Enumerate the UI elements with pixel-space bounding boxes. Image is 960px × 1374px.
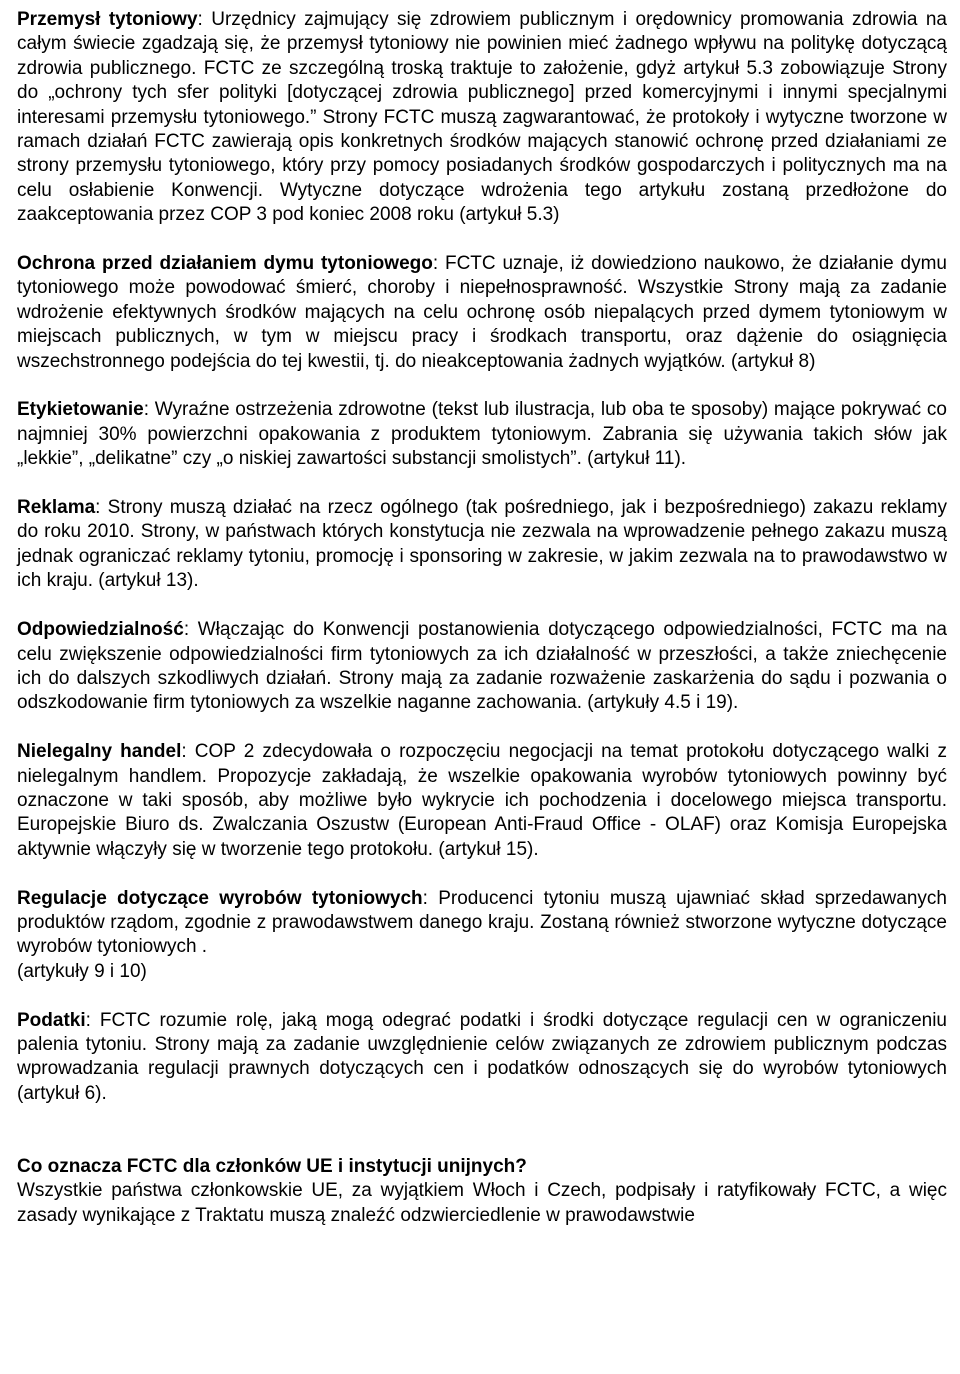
section-heading: Odpowiedzialność	[17, 619, 184, 641]
section-tobacco-industry	[17, 8, 947, 228]
section-text: : Wyraźne ostrzeżenia zdrowotne (tekst lub ilustracja, lub oba te sposoby) mające pokrywać co najmniej 30% powierzchni opakowania z produktem tytoniowym. Zabrania się używania takich słów jak „lekkie”, „delikatne” czy „o niskiej zawartości substancji smolistych”. (artykuł 11).	[17, 399, 947, 470]
section-text: : FCTC uznaje, iż dowiedziono naukowo, że działanie dymu tytoniowego może powodować śmierć, choroby i niepełnosprawność. Wszystkie Strony mają za zadanie wdrożenie efektywnych środków mających na celu ochronę osób niepalących przed dymem tytoniowym w miejscach publicznych, w tym w miejscu pracy i środkach transportu, oraz dążenie do osiągnięcia wszechstronnego podejścia do tej kwestii, tj. do nieakceptowania żadnych wyjątków. (artykuł 8)	[17, 253, 947, 372]
section-text: : Urzędnicy zajmujący się zdrowiem publicznym i orędownicy promowania zdrowia na całym świecie zgadzają się, że przemysł tytoniowy nie powinien mieć żadnego wpływu na politykę dotyczącą zdrowia publicznego. FCTC ze szczególną troską traktuje to założenie, gdyż artykuł 5.3 zobowiązuje Strony do „ochrony tych sfer polityki [dotyczącej zdrowia publicznego] przed komercyjnymi i innymi specjalnymi interesami przemysłu tytoniowego.” Strony FCTC muszą zagwarantować, że protokoły i wytyczne tworzone w ramach działań FCTC zawierają opis konkretnych środków mających stanowić ochronę przed działaniami ze strony przemysłu tytoniowego, który przy pomocy posiadanych środków gospodarczych i politycznych ma na celu osłabienie Konwencji. Wytyczne dotyczące wdrożenia tego artykułu zostaną przedłożone do zaakceptowania przez COP 3 pod koniec 2008 roku (artykuł 5.3)	[17, 9, 947, 226]
section-text: : Producenci tytoniu muszą ujawniać skład sprzedawanych produktów rządom, zgodnie z prawodawstwem danego kraju. Zostaną również stworzone wytyczne dotyczące wyrobów tytoniowych .	[17, 887, 947, 958]
section-labelling	[17, 398, 947, 471]
section-product-regulation-ref: (artykuły 9 i 10)	[17, 960, 147, 982]
section-heading: Reklama	[17, 497, 96, 519]
section-product-regulation	[17, 887, 947, 960]
section-liability	[17, 618, 947, 716]
section-heading: Podatki	[17, 1009, 86, 1031]
section-advertising	[17, 496, 947, 594]
section-heading: Ochrona przed działaniem dymu tytoniowego	[17, 253, 433, 275]
section-text: : COP 2 zdecydowała o rozpoczęciu negocjacji na temat protokołu dotyczącego walki z nielegalnym handlem. Propozycje zakładają, że wszelkie opakowania wyrobów tytoniowych powinny być oznaczone w taki sposób, aby możliwe było wykrycie ich pochodzenia i docelowego miejsca transportu. Europejskie Biuro ds. Zwalczania Oszustw (European Anti-Fraud Office - OLAF) oraz Komisja Europejska aktywnie włączyły się w tworzenie tego protokołu. (artykuł 15).	[17, 741, 947, 860]
section-taxes	[17, 1009, 947, 1107]
section-heading: Etykietowanie	[17, 399, 144, 421]
section-smoke-protection	[17, 252, 947, 374]
document-page	[17, 8, 947, 1228]
section-text: : Włączając do Konwencji postanowienia dotyczącego odpowiedzialności, FCTC ma na celu zwiększenie odpowiedzialności firm tytoniowych za ich działalność w przeszłości, a także zniechęcenie ich do dalszych szkodliwych działań. Strony mają za zadanie rozważenie zaskarżenia do sądu i pozwania o odszkodowanie firm tytoniowych za wszelkie naganne zachowania. (artykuły 4.5 i 19).	[17, 619, 947, 714]
section-illicit-trade	[17, 740, 947, 862]
section-text: : FCTC rozumie rolę, jaką mogą odegrać podatki i środki dotyczące regulacji cen w ograniczeniu palenia tytoniu. Strony mają za zadanie uwzględnienie celów związanych ze zdrowiem publicznym podczas wprowadzania regulacji prawnych dotyczących cen i podatków odnoszących się do wyrobów tytoniowych (artykuł 6).	[17, 1009, 947, 1104]
section-text: : Strony muszą działać na rzecz ogólnego (tak pośredniego, jak i bezpośredniego) zakazu reklamy do roku 2010. Strony, w państwach których konstytucja nie zezwala na wprowadzenie pełnego zakazu muszą jednak ograniczać reklamy tytoniu, promocję i sponsoring w zakresie, w jakim zezwala na to prawodawstwo w ich kraju. (artykuł 13).	[17, 497, 947, 592]
eu-section-heading: Co oznacza FCTC dla członków UE i instytucji unijnych?	[17, 1155, 527, 1177]
eu-section-text: Wszystkie państwa członkowskie UE, za wyjątkiem Włoch i Czech, podpisały i ratyfikowały FCTC, a więc zasady wynikające z Traktatu muszą znaleźć odzwierciedlenie w prawodawstwie	[17, 1180, 947, 1226]
section-heading: Przemysł tytoniowy	[17, 9, 198, 30]
section-heading: Regulacje dotyczące wyrobów tytoniowych	[17, 887, 423, 909]
section-heading: Nielegalny handel	[17, 741, 182, 763]
